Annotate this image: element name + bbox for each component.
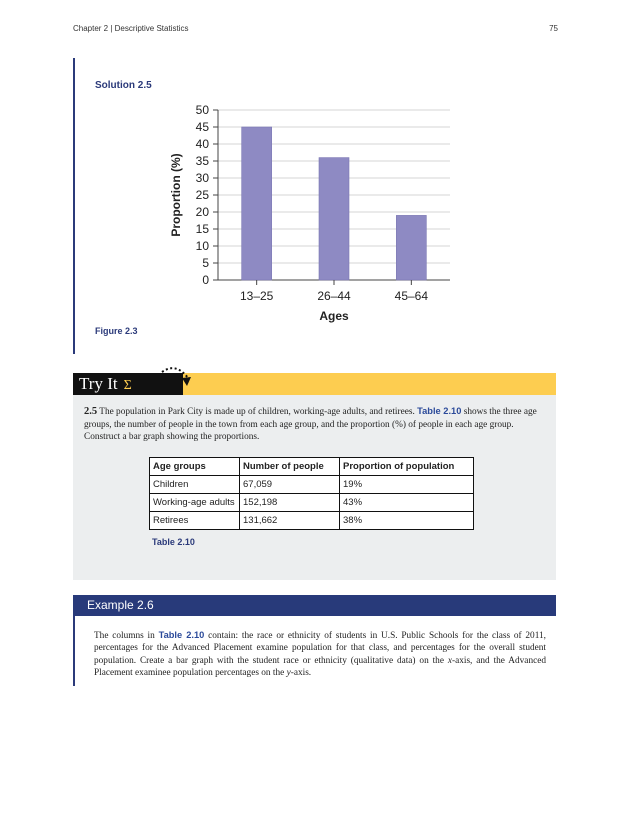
table-cell: 131,662 (240, 512, 340, 530)
table-row (150, 512, 474, 530)
try-it-text: Try It (79, 374, 118, 393)
example-text-mid2: -axis, and the Advanced Placement examinee population percentages on the (94, 655, 546, 679)
table-header: Proportion of population (340, 458, 474, 476)
x-tick-label: 45–64 (394, 289, 429, 303)
table-reference-link[interactable]: Table 2.10 (417, 406, 462, 416)
y-tick-label: 50 (195, 103, 209, 117)
x-tick-label: 13–25 (239, 289, 274, 303)
example-text-before: The columns in (94, 631, 159, 641)
figure-caption: Figure 2.3 (95, 326, 138, 336)
table-caption: Table 2.10 (152, 537, 195, 547)
table-reference-link[interactable]: Table 2.10 (158, 630, 205, 640)
table-cell: Working-age adults (150, 494, 240, 512)
page-number: 75 (549, 24, 558, 33)
dotted-arrow-icon (160, 364, 194, 392)
table-cell: 67,059 (240, 476, 340, 494)
exercise-text (84, 405, 546, 444)
exercise-text-before: The population in Park City is made up of children, working-age adults, and retirees. (97, 407, 418, 417)
exercise-text-after: shows the three age groups, the number of people in the town from each age group, and the proportion (%) of people in each age group. Construct a bar graph showing the proportions. (84, 407, 537, 442)
table-row (150, 476, 474, 494)
table-row (150, 494, 474, 512)
solution-title: Solution 2.5 (95, 80, 152, 91)
table-cell: Children (150, 476, 240, 494)
exercise-number: 2.5 (84, 406, 98, 417)
x-axis-italic: x (447, 655, 452, 666)
example-text-after: -axis. (290, 668, 312, 679)
bar-chart (150, 96, 460, 324)
y-axis-label: Proportion (%) (169, 153, 183, 237)
table-header: Age groups (150, 458, 240, 476)
sigma-icon: Σ (123, 378, 132, 393)
bar (396, 215, 426, 280)
y-axis-italic: y (286, 668, 291, 679)
running-header: Chapter 2 | Descriptive Statistics (73, 24, 189, 33)
y-tick-label: 5 (202, 256, 209, 270)
table-cell: 38% (340, 512, 474, 530)
table-cell: 152,198 (240, 494, 340, 512)
table-header-row (150, 458, 474, 476)
y-tick-label: 10 (195, 239, 209, 253)
example-side-bar (73, 616, 75, 686)
solution-side-bar (73, 58, 75, 354)
example-title: Example 2.6 (87, 598, 154, 612)
example-text-mid1: contain: the race or ethnicity of students in U.S. Public Schools for the class of 2011, percentages for the Advanced Placement examine population for that class, and percentages for the overall student population. Create a bar graph with the student race or ethnicity (qualitative data) on the (94, 631, 546, 666)
y-tick-label: 30 (195, 171, 209, 185)
bar (319, 158, 349, 280)
example-text (94, 629, 546, 680)
y-tick-label: 20 (195, 205, 209, 219)
x-tick-label: 26–44 (317, 289, 351, 303)
table-header: Number of people (240, 458, 340, 476)
x-axis-label: Ages (319, 309, 349, 323)
table-cell: 43% (340, 494, 474, 512)
y-tick-label: 0 (202, 273, 209, 287)
y-tick-label: 15 (195, 222, 209, 236)
y-tick-label: 25 (195, 188, 209, 202)
table-cell: Retirees (150, 512, 240, 530)
y-tick-label: 40 (195, 137, 209, 151)
bar (242, 127, 272, 280)
example-title-bar (73, 595, 556, 616)
y-tick-label: 45 (195, 120, 209, 134)
y-tick-label: 35 (195, 154, 209, 168)
table-cell: 19% (340, 476, 474, 494)
data-table (149, 457, 474, 530)
